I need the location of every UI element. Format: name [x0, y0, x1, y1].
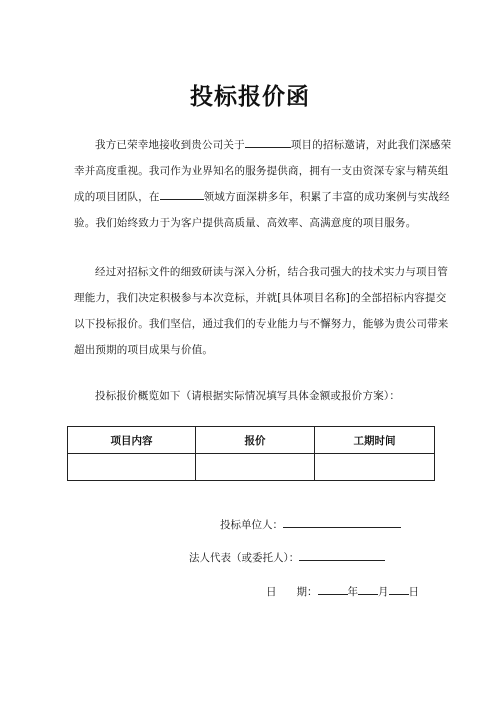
- text-segment: 成的项目团队，在: [74, 191, 160, 203]
- header-duration: 工期时间: [315, 427, 435, 454]
- paragraph-line: 验。我们始终致力于为客户提供高质量、高效率、高满意度的项目服务。: [74, 217, 417, 229]
- paragraph-line: 以下投标报价。我们坚信，通过我们的专业能力与不懈努力，能够为贵公司带来: [74, 318, 449, 330]
- date-label-day: 日: [266, 586, 277, 598]
- bidder-label: 投标单位人：: [220, 519, 283, 531]
- date-label-period: 期：: [296, 586, 318, 598]
- field-blank: [160, 188, 204, 200]
- year-label: 年: [347, 586, 358, 598]
- day-label: 日: [408, 586, 419, 598]
- quote-table: [67, 426, 435, 481]
- document-title: 投标报价函: [190, 84, 310, 110]
- bidder-blank: [283, 516, 401, 528]
- project-name-blank: [245, 136, 291, 148]
- quote-overview-paragraph: [74, 383, 436, 409]
- paragraph-line: 理能力，我们决定积极参与本次竞标，并就[具体项目名称]的全部招标内容提交: [74, 292, 447, 304]
- legal-rep-label: 法人代表（或委托人）：: [189, 552, 300, 564]
- legal-rep-blank: [299, 549, 385, 561]
- table-cell[interactable]: [196, 454, 315, 481]
- paragraph-line: 幸并高度重视。我司作为业界知名的服务提供商，拥有一支由资深专家与精英组: [74, 165, 449, 177]
- date-line: [266, 583, 419, 599]
- table-cell[interactable]: [68, 454, 196, 481]
- legal-rep-signature-line: [189, 549, 385, 565]
- bid-decision-paragraph: [74, 259, 449, 363]
- bidder-signature-line: [220, 516, 401, 532]
- paragraph-line: 经过对招标文件的细致研读与深入分析，结合我司强大的技术实力与项目管: [95, 266, 449, 278]
- paragraph-line: 超出预期的项目成果与价值。: [74, 344, 214, 356]
- paragraph-line: 投标报价概览如下（请根据实际情况填写具体金额或报价方案）：: [95, 390, 401, 402]
- text-segment: 领域方面深耕多年，积累了丰富的成功案例与实战经: [203, 191, 450, 203]
- table-header-row: [68, 427, 435, 454]
- paragraph-line: [74, 184, 450, 210]
- text-segment: 我方已荣幸地接收到贵公司关于: [95, 139, 245, 151]
- year-blank: [318, 583, 348, 595]
- day-blank: [389, 583, 409, 595]
- table-cell[interactable]: [315, 454, 435, 481]
- text-segment: 项目的招标邀请，对此我们深感荣: [290, 139, 452, 151]
- table-row: [68, 454, 435, 481]
- header-item-content: 项目内容: [68, 427, 196, 454]
- month-label: 月: [378, 586, 389, 598]
- paragraph-line: [74, 132, 452, 158]
- month-blank: [358, 583, 378, 595]
- intro-paragraph: [74, 132, 452, 236]
- header-price: 报价: [196, 427, 315, 454]
